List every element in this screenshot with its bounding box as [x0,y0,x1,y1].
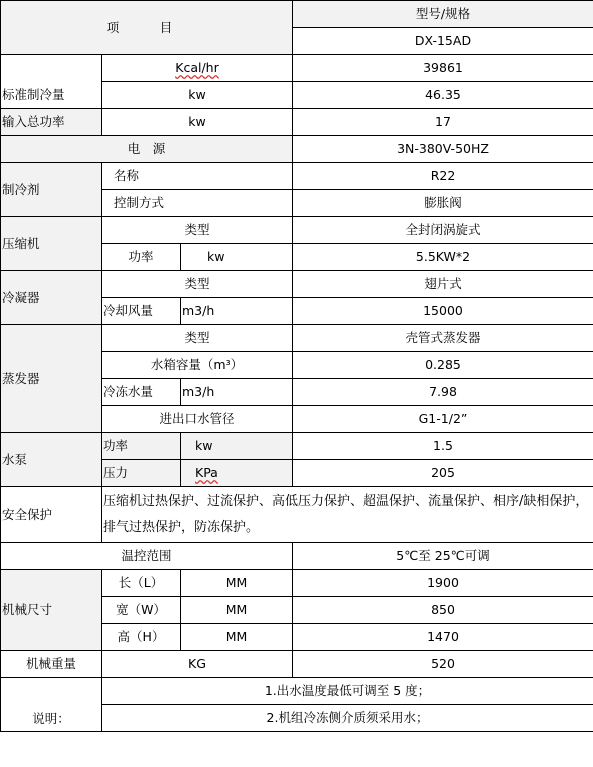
width-unit: MM [181,597,293,624]
input-power-label: 输入总功率 [1,109,102,136]
pump-pressure-label: 压力 [102,460,181,487]
input-power-unit: kw [102,109,293,136]
cooling-value-kw: 46.35 [293,82,593,109]
pump-label: 水泵 [1,433,102,487]
temp-range-value: 5℃至 25℃可调 [293,543,593,570]
compressor-type-label: 类型 [102,217,293,244]
pump-power-value: 1.5 [293,433,593,460]
tank-capacity-label: 水箱容量（m³） [102,352,293,379]
tank-capacity-value: 0.285 [293,352,593,379]
length-unit: MM [181,570,293,597]
compressor-power-label: 功率 [102,244,181,271]
width-value: 850 [293,597,593,624]
pump-pressure-value: 205 [293,460,593,487]
pump-power-unit: kw [181,433,293,460]
height-unit: MM [181,624,293,651]
compressor-type-value: 全封闭涡旋式 [293,217,593,244]
cooling-capacity-label: 标准制冷量 [1,55,102,109]
pump-pressure-unit: KPa [181,460,293,487]
weight-label: 机械重量 [1,651,102,678]
chilled-water-value: 7.98 [293,379,593,406]
evaporator-label: 蒸发器 [1,325,102,433]
evaporator-type-value: 壳管式蒸发器 [293,325,593,352]
pipe-diameter-value: G1-1/2” [293,406,593,433]
refrigerant-label: 制冷剂 [1,163,102,217]
pump-power-label: 功率 [102,433,181,460]
weight-unit: KG [102,651,293,678]
notes-label: 说明： [1,678,102,732]
model-value: DX-15AD [293,28,593,55]
refrigerant-name-label: 名称 [102,163,293,190]
condenser-air-label: 冷却风量 [102,298,181,325]
dimensions-label: 机械尺寸 [1,570,102,651]
power-supply-label: 电 源 [1,136,293,163]
refrigerant-name-value: R22 [293,163,593,190]
length-label: 长（L） [102,570,181,597]
temp-range-label: 温控范围 [1,543,293,570]
control-method-value: 膨胀阀 [293,190,593,217]
evaporator-type-label: 类型 [102,325,293,352]
safety-text: 压缩机过热保护、过流保护、高低压力保护、超温保护、流量保护、相序/缺相保护，排气过热保护，防冻保护。 [102,487,593,543]
condenser-type-value: 翅片式 [293,271,593,298]
height-value: 1470 [293,624,593,651]
model-header: 型号/规格 [293,1,593,28]
note-1: 1.出水温度最低可调至 5 度； [102,678,593,705]
condenser-air-unit: m3/h [181,298,293,325]
note-2: 2.机组冷冻侧介质须采用水； [102,705,593,732]
item-header: 项 目 [1,1,293,55]
input-power-value: 17 [293,109,593,136]
compressor-label: 压缩机 [1,217,102,271]
height-label: 高（H） [102,624,181,651]
pipe-diameter-label: 进出口水管径 [102,406,293,433]
cooling-unit-kcal: Kcal/hr [102,55,293,82]
condenser-air-value: 15000 [293,298,593,325]
cooling-value-kcal: 39861 [293,55,593,82]
condenser-label: 冷凝器 [1,271,102,325]
cooling-unit-kw: kw [102,82,293,109]
compressor-power-unit: kw [181,244,293,271]
safety-label: 安全保护 [1,487,102,543]
chilled-water-unit: m3/h [181,379,293,406]
control-method-label: 控制方式 [102,190,293,217]
length-value: 1900 [293,570,593,597]
chilled-water-label: 冷冻水量 [102,379,181,406]
compressor-power-value: 5.5KW*2 [293,244,593,271]
weight-value: 520 [293,651,593,678]
width-label: 宽（W） [102,597,181,624]
condenser-type-label: 类型 [102,271,293,298]
power-supply-value: 3N-380V-50HZ [293,136,593,163]
